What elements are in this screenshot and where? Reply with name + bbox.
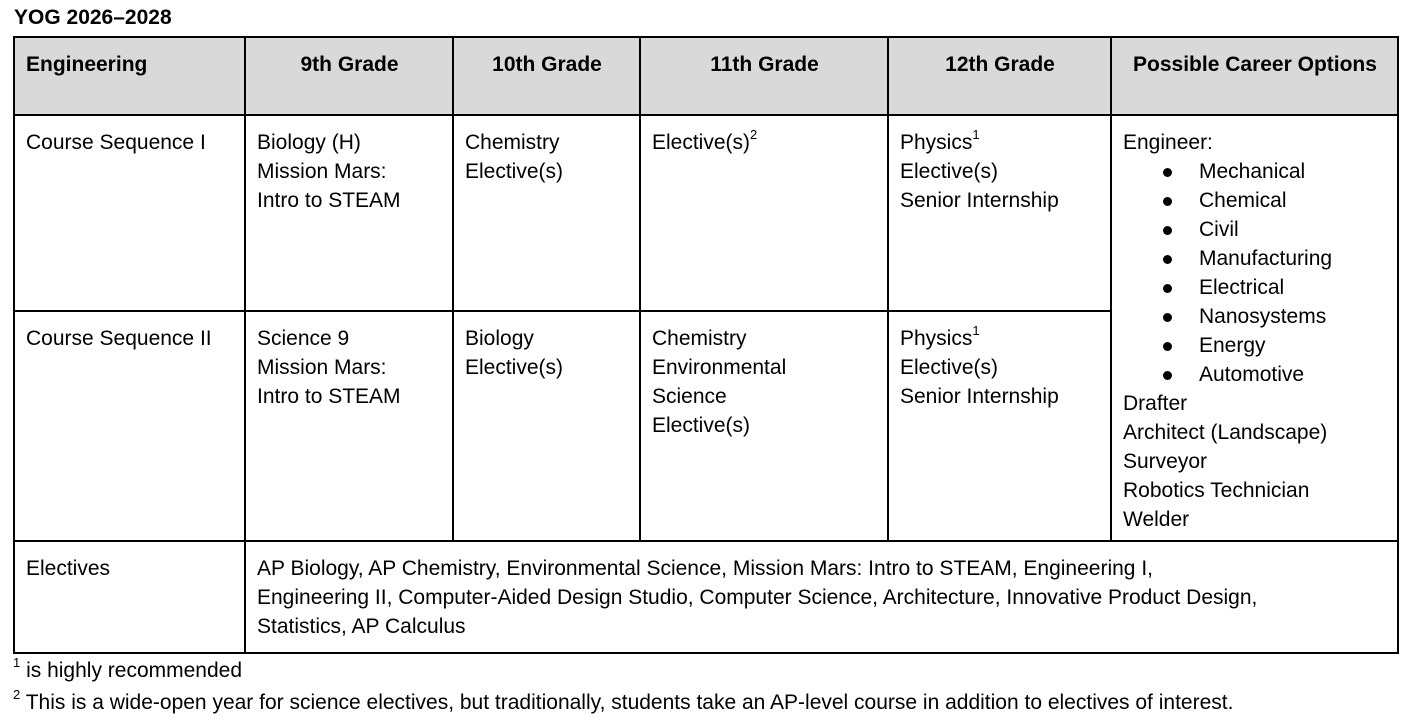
course-name: Senior Internship	[900, 189, 1059, 212]
grade-11-cell	[640, 311, 888, 541]
footnote-text: This is a wide-open year for science electives, but traditionally, students take an AP-level course in addition to electives of interest.	[20, 691, 1234, 714]
row-label: Electives	[14, 541, 245, 653]
footnote-2	[13, 687, 1234, 716]
list-item: Chemical	[1163, 186, 1387, 215]
grade-12-cell	[888, 115, 1111, 311]
course-text: Physics	[900, 327, 973, 350]
course-name: Mission Mars:	[257, 356, 387, 379]
course-name: Environmental	[652, 356, 787, 379]
course-name: Elective(s)	[465, 356, 564, 379]
list-item: Manufacturing	[1163, 244, 1387, 273]
course-text: Physics	[900, 131, 973, 154]
footnote-marker: 1	[972, 127, 980, 142]
footnote-text: is highly recommended	[20, 659, 243, 682]
course-name: Science 9	[257, 327, 350, 350]
footnote-marker: 1	[972, 323, 980, 338]
electives-list-cell	[245, 541, 1398, 653]
electives-row	[14, 541, 1398, 653]
row-label: Course Sequence I	[14, 115, 245, 311]
course-name: Senior Internship	[900, 385, 1059, 408]
header-12th-grade: 12th Grade	[888, 37, 1111, 115]
course-name: Elective(s)	[900, 160, 999, 183]
header-engineering: Engineering	[14, 37, 245, 115]
header-11th-grade: 11th Grade	[640, 37, 888, 115]
career-option: Welder	[1123, 508, 1190, 531]
grade-12-cell	[888, 311, 1111, 541]
grade-11-cell	[640, 115, 888, 311]
electives-text: AP Biology, AP Chemistry, Environmental Science, Mission Mars: Intro to STEAM, Engineering I,	[257, 557, 1153, 580]
course-name: Intro to STEAM	[257, 189, 401, 212]
career-heading: Engineer:	[1123, 131, 1213, 154]
course-name: Elective(s)	[900, 356, 999, 379]
course-text: Elective(s)	[652, 131, 751, 154]
list-item: Automotive	[1163, 360, 1387, 389]
list-item: Civil	[1163, 215, 1387, 244]
list-item: Energy	[1163, 331, 1387, 360]
course-name: Mission Mars:	[257, 160, 387, 183]
table-row	[14, 115, 1398, 311]
header-row	[14, 37, 1398, 115]
footnote-marker: 1	[13, 655, 21, 670]
grade-9-cell	[245, 311, 453, 541]
document-title: YOG 2026–2028	[14, 6, 172, 29]
course-name	[900, 128, 1100, 157]
footnote-1	[13, 655, 243, 684]
footnote-marker: 2	[13, 687, 21, 702]
grade-10-cell	[453, 311, 640, 541]
header-10th-grade: 10th Grade	[453, 37, 640, 115]
course-name: Biology (H)	[257, 131, 361, 154]
course-name: Elective(s)	[465, 160, 564, 183]
list-item: Electrical	[1163, 273, 1387, 302]
career-option: Drafter	[1123, 392, 1188, 415]
electives-text: Engineering II, Computer-Aided Design Studio, Computer Science, Architecture, Innovative Product Design,	[257, 586, 1258, 609]
list-item: Nanosystems	[1163, 302, 1387, 331]
header-9th-grade: 9th Grade	[245, 37, 453, 115]
row-label: Course Sequence II	[14, 311, 245, 541]
career-option: Architect (Landscape)	[1123, 421, 1328, 444]
header-career-options: Possible Career Options	[1111, 37, 1398, 115]
course-name: Chemistry	[465, 131, 560, 154]
engineer-type-list	[1123, 157, 1387, 389]
course-name	[900, 324, 1100, 353]
course-name	[652, 128, 877, 157]
footnote-marker: 2	[750, 127, 758, 142]
course-name: Biology	[465, 327, 534, 350]
list-item: Mechanical	[1163, 157, 1387, 186]
career-options-cell	[1111, 115, 1398, 541]
course-name: Elective(s)	[652, 414, 751, 437]
grade-10-cell	[453, 115, 640, 311]
course-name: Intro to STEAM	[257, 385, 401, 408]
course-name: Chemistry	[652, 327, 747, 350]
career-option: Surveyor	[1123, 450, 1208, 473]
electives-text: Statistics, AP Calculus	[257, 615, 466, 638]
course-sequence-table	[13, 36, 1399, 654]
course-name: Science	[652, 385, 727, 408]
grade-9-cell	[245, 115, 453, 311]
career-option: Robotics Technician	[1123, 479, 1310, 502]
